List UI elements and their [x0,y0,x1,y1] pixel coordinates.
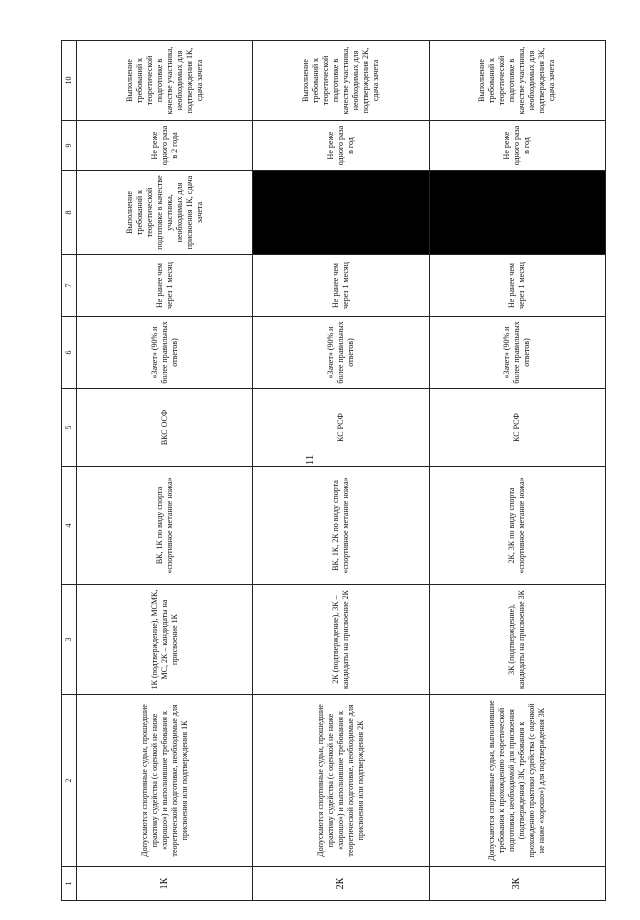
redacted-cell [253,171,429,255]
organization-cell: ВКС ОСФ [77,389,253,467]
column-number: 9 [62,121,77,171]
redacted-cell [429,171,605,255]
category-level-cell: 3К [429,867,605,901]
qualification-table [61,40,606,901]
rotated-table-wrapper [61,41,606,901]
organization-cell: КС РСФ [429,389,605,467]
page-number: 11 [304,454,316,466]
candidates-cell: 2К (подтверждение), 3К – кандидаты на присвоение 2К [253,585,429,695]
column-number: 3 [62,585,77,695]
column-number: 4 [62,467,77,585]
category-level-cell: 2К [253,867,429,901]
candidates-cell: 1К (подтверждение), МСМК, МС, 2К – кандидаты на присвоение 1К [77,585,253,695]
interval-cell: Не ранее чем через 1 месяц [429,255,605,317]
final-requirement-cell: Выполнение требований к теоретической подготовке в качестве участника, необходимых для подтверждения 3К, сдача зачета [429,41,605,121]
table-row-2k [253,41,429,901]
column-number: 2 [62,695,77,867]
table-row-3k [429,41,605,901]
admission-cell: Допускаются спортивные судьи, прошедшие практику судейства (с оценкой не ниже «хорошо») и выполнившие требования к теоретической подготовке, необходимые для присвоения или подтверждения 2К [253,695,429,867]
participant-requirement-cell: Выполнение требований к теоретической подготовке в качестве участника, необходимых для присвоения 1К, сдача зачета [77,171,253,255]
column-number: 10 [62,41,77,121]
frequency-cell: Не реже одного раза в год [429,121,605,171]
column-number-row [62,41,77,901]
final-requirement-cell: Выполнение требований к теоретической подготовке в качестве участника, необходимых для подтверждения 2К, сдача зачета [253,41,429,121]
column-number: 5 [62,389,77,467]
final-requirement-cell: Выполнение требований к теоретической подготовке в качестве участника, необходимых для подтверждения 1К, сдача зачета [77,41,253,121]
admission-cell: Допускаются спортивные судьи, выполнившие требования к прохождению теоретической подготовки, необходимой для присвоения (подтверждения) 3К, требования к прохождению практики судейства (с оценкой не ниже «хорошо») для подтверждения 3К [429,695,605,867]
column-number: 6 [62,317,77,389]
table-row-1k [77,41,253,901]
judges-categories-cell: 2К, 3К по виду спорта «спортивное метание ножа» [429,467,605,585]
candidates-cell: 3К (подтверждение), кандидаты на присвоение 3К [429,585,605,695]
result-cell: «Зачет» (90% и более правильных ответов) [77,317,253,389]
judges-categories-cell: ВК, 1К, 2К по виду спорта «спортивное метание ножа» [253,467,429,585]
frequency-cell: Не реже одного раза в год [253,121,429,171]
column-number: 1 [62,867,77,901]
interval-cell: Не ранее чем через 1 месяц [77,255,253,317]
result-cell: «Зачет» (90% и более правильных ответов) [253,317,429,389]
frequency-cell: Не реже одного раза в 2 года [77,121,253,171]
column-number: 8 [62,171,77,255]
admission-cell: Допускаются спортивные судьи, прошедшие практику судейства (с оценкой не ниже «хорошо») и выполнившие требования к теоретической подготовке, необходимые для присвоения или подтверждения 1К [77,695,253,867]
interval-cell: Не ранее чем через 1 месяц [253,255,429,317]
organization-cell: КС РСФ [253,389,429,467]
column-number: 7 [62,255,77,317]
judges-categories-cell: ВК, 1К по виду спорта «спортивное метание ножа» [77,467,253,585]
category-level-cell: 1К [77,867,253,901]
result-cell: «Зачет» (90% и более правильных ответов) [429,317,605,389]
